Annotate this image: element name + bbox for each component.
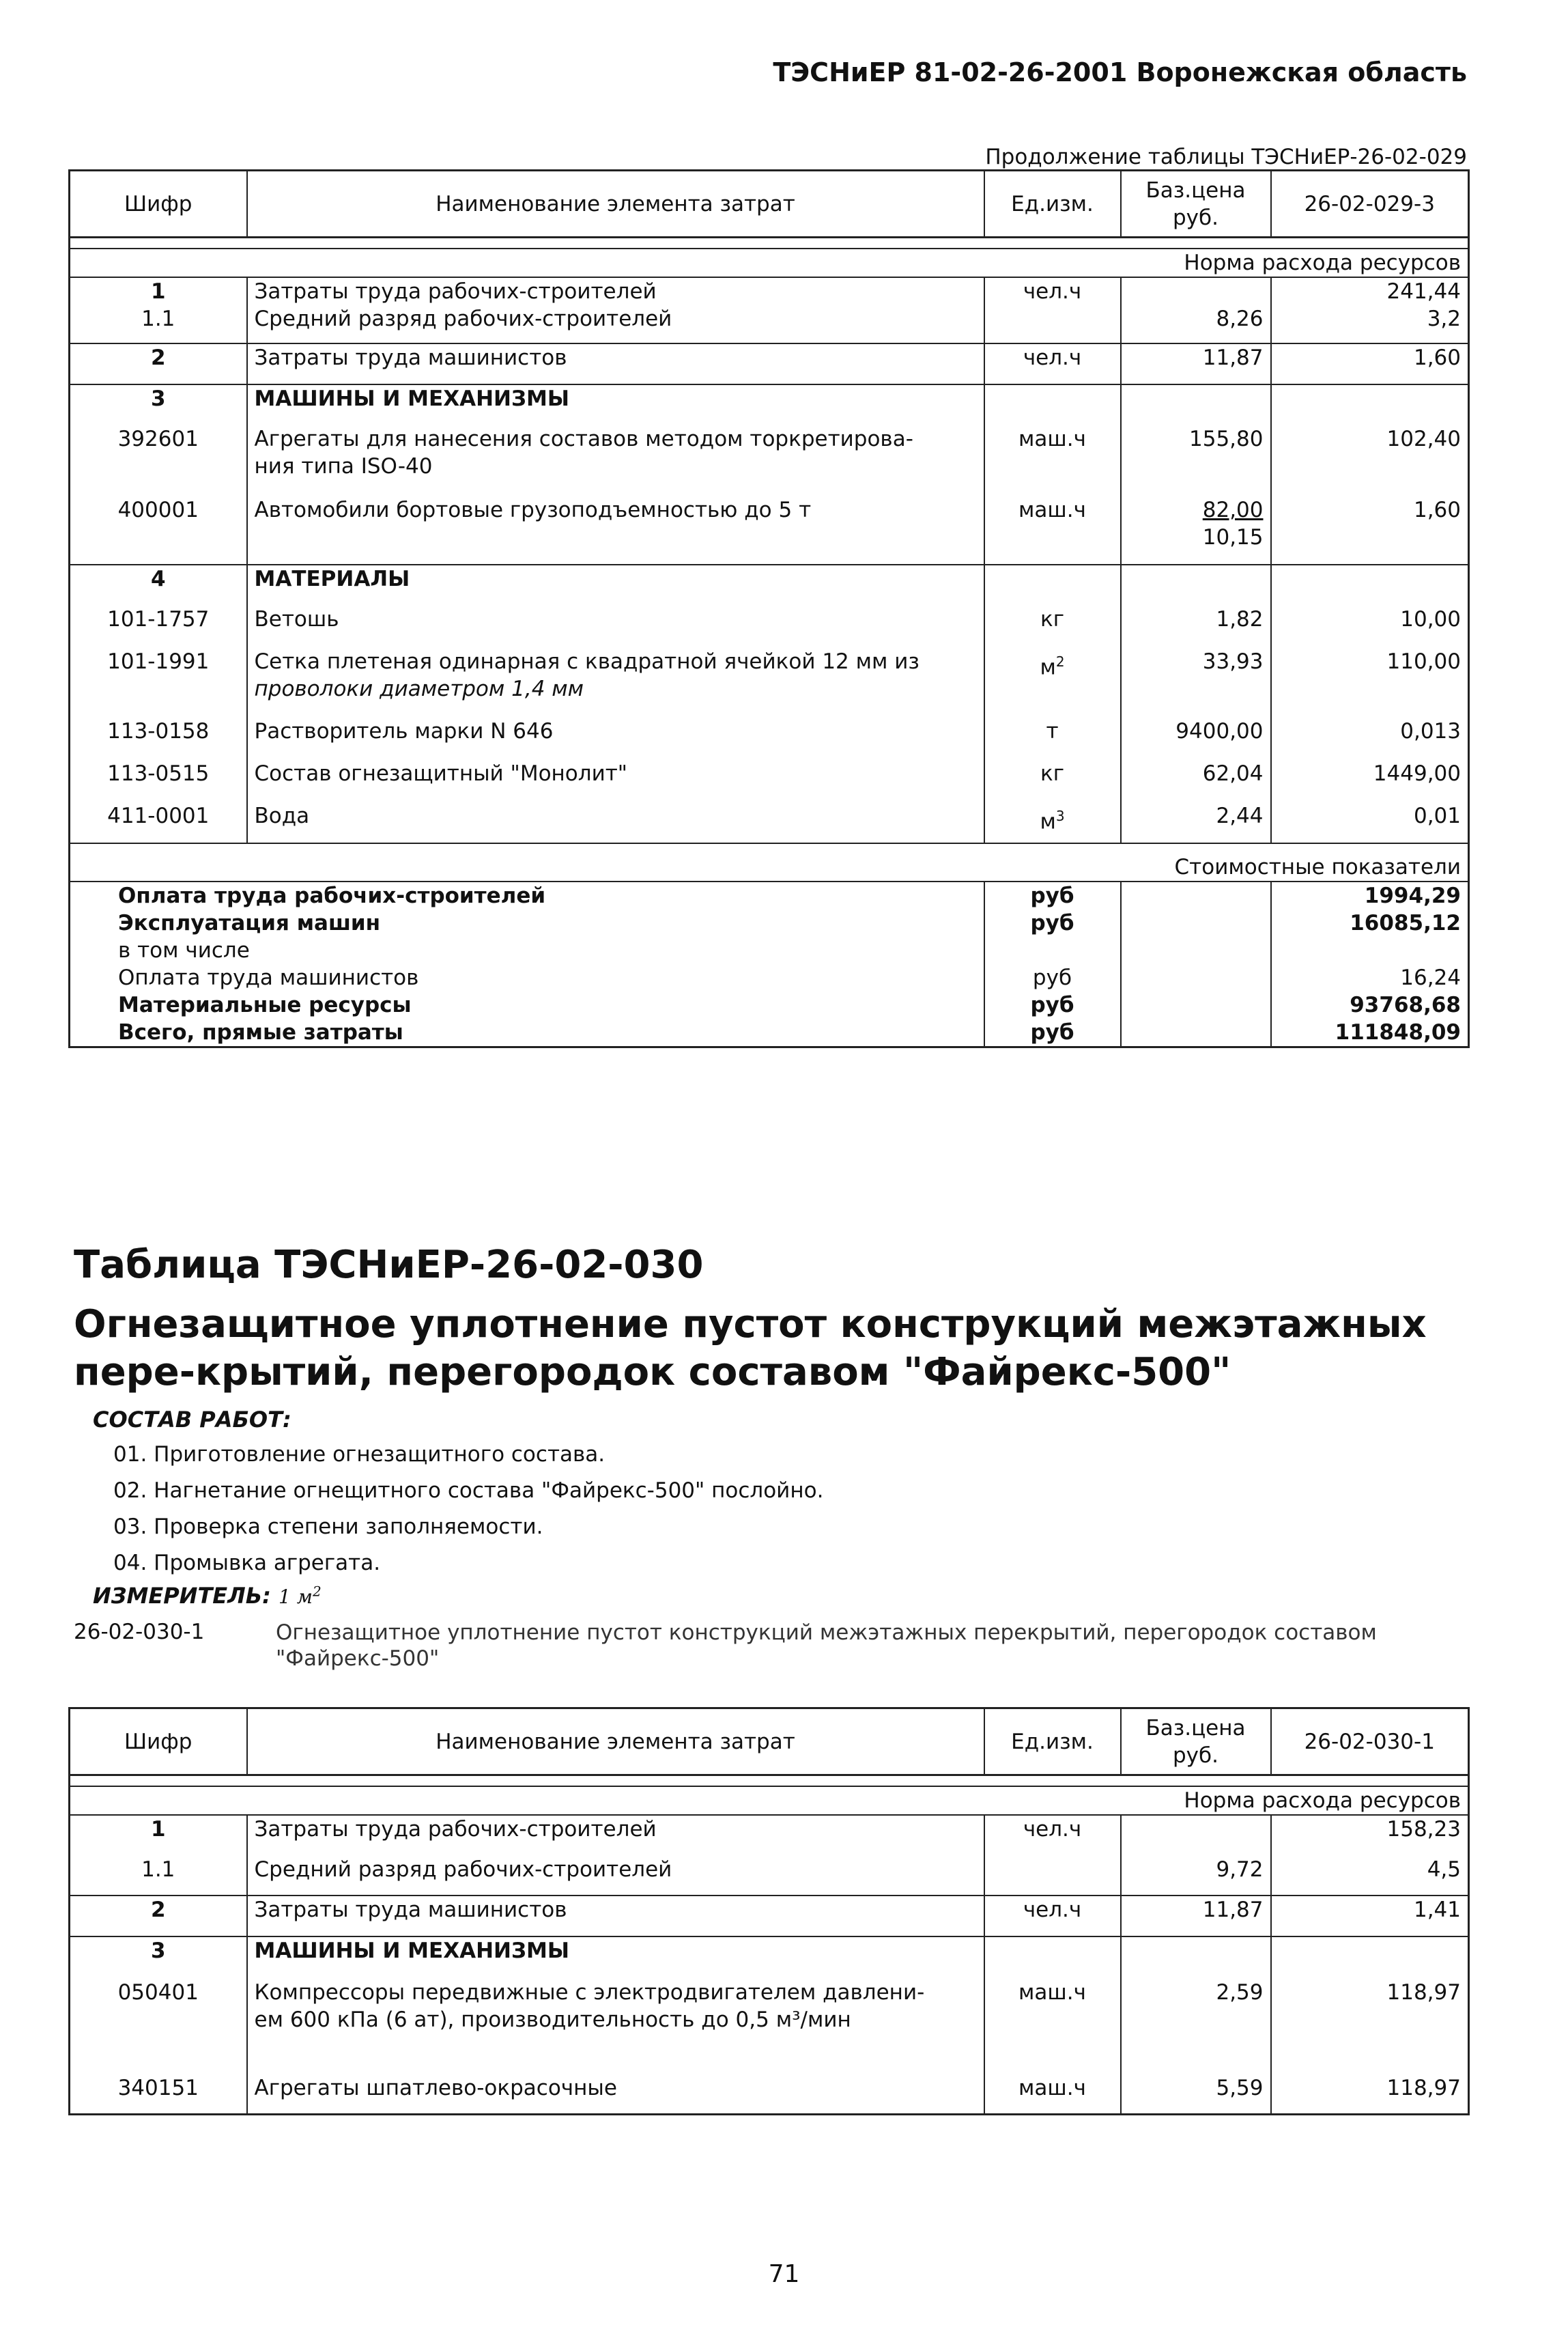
row-price: 8,26 — [1121, 305, 1271, 343]
table-row — [70, 606, 1469, 648]
col-header-code: Шифр — [70, 1708, 247, 1775]
row-price: 62,04 — [1121, 760, 1271, 802]
row-unit — [984, 1936, 1121, 1979]
row-name: МАТЕРИАЛЫ — [247, 565, 984, 606]
row-unit: т — [984, 718, 1121, 760]
row-unit — [984, 384, 1121, 425]
row-price: 2,44 — [1121, 802, 1271, 843]
row-norm: 4,5 — [1271, 1856, 1469, 1896]
row-unit: $м^2$ — [984, 648, 1121, 718]
row-code: 1.1 — [141, 307, 175, 331]
norm-section-row — [70, 1786, 1469, 1815]
row-name: Сетка плетеная одинарная с квадратной ячейкой 12 мм из проволоки диаметром 1,4 мм — [247, 648, 984, 718]
row-unit: чел.ч — [984, 1815, 1121, 1856]
row-price: 11,87 — [1121, 343, 1271, 384]
row-code: 113-0515 — [107, 761, 210, 786]
summary-unit — [984, 937, 1121, 964]
table-row — [70, 305, 1469, 343]
row-price: 11,87 — [1121, 1896, 1271, 1936]
row-price: 155,80 — [1121, 425, 1271, 496]
col-header-norm: 26-02-029-3 — [1271, 171, 1469, 238]
col-header-unit: Ед.изм. — [984, 1708, 1121, 1775]
row-code: 050401 — [117, 1980, 199, 2005]
summary-value: 111848,09 — [1271, 1019, 1469, 1047]
row-norm: 102,40 — [1271, 425, 1469, 496]
row-code: 4 — [70, 565, 247, 606]
table-row — [70, 2074, 1469, 2114]
row-price: 1,82 — [1121, 606, 1271, 648]
row-price: 9,72 — [1121, 1856, 1271, 1896]
summary-label: Эксплуатация машин — [118, 911, 381, 935]
row-norm — [1271, 1936, 1469, 1979]
table-row — [70, 1896, 1469, 1936]
row-norm: 110,00 — [1271, 648, 1469, 718]
summary-label: Оплата труда машинистов — [118, 966, 419, 990]
summary-label: Оплата труда рабочих-строителей — [70, 882, 984, 910]
summary-row — [70, 937, 1469, 964]
summary-value: 1994,29 — [1271, 882, 1469, 910]
row-code: 400001 — [117, 498, 199, 522]
summary-unit: руб — [984, 964, 1121, 991]
table-row — [70, 1936, 1469, 1979]
row-unit: кг — [984, 606, 1121, 648]
row-norm: 118,97 — [1271, 2074, 1469, 2114]
row-code: 3 — [70, 1936, 247, 1979]
summary-unit: руб — [984, 1019, 1121, 1047]
work-item: 01. Приготовление огнезащитного состава. — [113, 1442, 605, 1467]
row-norm: 0,01 — [1271, 802, 1469, 843]
resource-table-030 — [68, 1707, 1470, 2115]
row-norm — [1271, 384, 1469, 425]
running-header: ТЭСНиЕР 81-02-26-2001 Воронежская область — [773, 57, 1467, 87]
row-unit: $м^3$ — [984, 802, 1121, 843]
row-name: Растворитель марки N 646 — [247, 718, 984, 760]
table-row — [70, 425, 1469, 496]
measure-line — [93, 1583, 322, 1609]
norm-section-label: Норма расхода ресурсов — [70, 1786, 1469, 1815]
col-header-price: Баз.цена руб. — [1121, 1708, 1271, 1775]
row-name: Затраты труда машинистов — [247, 1896, 984, 1936]
row-name: Средний разряд рабочих-строителей — [247, 305, 984, 343]
table-row — [70, 648, 1469, 718]
row-norm: 118,97 — [1271, 1979, 1469, 2074]
position-description: Огнезащитное уплотнение пустот конструкций межэтажных перекрытий, перегородок составом "Файрекс-500" — [276, 1620, 1377, 1671]
row-name: Затраты труда машинистов — [247, 343, 984, 384]
row-name: Затраты труда рабочих-строителей — [247, 277, 984, 305]
col-header-unit: Ед.изм. — [984, 171, 1121, 238]
row-code: 113-0158 — [107, 719, 210, 744]
summary-label: в том числе — [118, 938, 250, 963]
table-row — [70, 496, 1469, 565]
row-name: Вода — [247, 802, 984, 843]
summary-row — [70, 964, 1469, 991]
table-row — [70, 802, 1469, 843]
row-code: 411-0001 — [107, 804, 210, 828]
measure-label: ИЗМЕРИТЕЛЬ: — [93, 1583, 271, 1609]
norm-section-row — [70, 249, 1469, 277]
row-code: 3 — [70, 384, 247, 425]
row-unit: чел.ч — [984, 1896, 1121, 1936]
table-header-row — [70, 1708, 1469, 1775]
row-norm — [1271, 565, 1469, 606]
page-number: 71 — [768, 2260, 800, 2288]
row-unit: маш.ч — [984, 425, 1121, 496]
summary-unit: руб — [984, 991, 1121, 1019]
row-name: Затраты труда рабочих-строителей — [247, 1815, 984, 1856]
summary-value: 93768,68 — [1271, 991, 1469, 1019]
row-norm: 241,44 — [1271, 277, 1469, 305]
summary-value — [1271, 937, 1469, 964]
row-unit: маш.ч — [984, 2074, 1121, 2114]
row-name: Средний разряд рабочих-строителей — [247, 1856, 984, 1896]
row-code: 392601 — [117, 427, 199, 451]
table-row — [70, 760, 1469, 802]
row-unit — [984, 1856, 1121, 1896]
cost-section-label: Стоимостные показатели — [1174, 855, 1461, 879]
row-norm: 1,60 — [1271, 343, 1469, 384]
summary-row — [70, 882, 1469, 910]
position-code: 26-02-030-1 — [74, 1620, 205, 1644]
summary-label: Всего, прямые затраты — [118, 1020, 403, 1045]
row-name: МАШИНЫ И МЕХАНИЗМЫ — [247, 1936, 984, 1979]
summary-row — [70, 991, 1469, 1019]
summary-unit: руб — [984, 882, 1121, 910]
row-norm: 3,2 — [1271, 305, 1469, 343]
row-code: 1 — [70, 1815, 247, 1856]
row-name: Состав огнезащитный "Монолит" — [247, 760, 984, 802]
row-price — [1121, 384, 1271, 425]
row-unit: чел.ч — [984, 343, 1121, 384]
measure-unit: 1 $м^2$ — [279, 1583, 322, 1608]
resource-table-029 — [68, 169, 1470, 1048]
col-header-code: Шифр — [70, 171, 247, 238]
row-price — [1121, 565, 1271, 606]
row-norm: 10,00 — [1271, 606, 1469, 648]
row-norm: 0,013 — [1271, 718, 1469, 760]
row-price: 82,00 10,15 — [1121, 496, 1271, 565]
row-unit: маш.ч — [984, 1979, 1121, 2074]
table-row — [70, 343, 1469, 384]
table-header-row — [70, 171, 1469, 238]
col-header-price: Баз.цена руб. — [1121, 171, 1271, 238]
summary-row — [70, 910, 1469, 937]
work-item: 02. Нагнетание огнещитного состава "Файрекс-500" послойно. — [113, 1478, 824, 1503]
row-unit — [984, 305, 1121, 343]
row-norm: 1,60 — [1271, 496, 1469, 565]
row-code: 1 — [70, 277, 247, 305]
table-title: Таблица ТЭСНиЕР-26-02-030 — [74, 1243, 704, 1287]
row-price — [1121, 1936, 1271, 1979]
summary-row — [70, 1019, 1469, 1047]
table-row — [70, 1815, 1469, 1856]
row-code: 340151 — [117, 2076, 199, 2100]
row-unit — [984, 565, 1121, 606]
summary-label: Материальные ресурсы — [118, 993, 412, 1017]
row-norm: 1,41 — [1271, 1896, 1469, 1936]
row-code: 101-1757 — [107, 607, 210, 632]
works-heading: СОСТАВ РАБОТ: — [93, 1407, 291, 1433]
row-name: МАШИНЫ И МЕХАНИЗМЫ — [247, 384, 984, 425]
row-name: Агрегаты для нанесения составов методом торкретирова- ния типа ISO-40 — [247, 425, 984, 496]
row-price: 9400,00 — [1121, 718, 1271, 760]
row-price: 5,59 — [1121, 2074, 1271, 2114]
table-row — [70, 384, 1469, 425]
row-name: Компрессоры передвижные с электродвигателем давлени- ем 600 кПа (6 ат), производительность до 0,5 м³/мин — [247, 1979, 984, 2074]
row-name: Автомобили бортовые грузоподъемностью до 5 т — [247, 496, 984, 565]
table-row — [70, 1979, 1469, 2074]
summary-value: 16,24 — [1271, 964, 1469, 991]
table-row — [70, 277, 1469, 305]
table-row — [70, 1856, 1469, 1896]
work-item: 04. Промывка агрегата. — [113, 1551, 381, 1575]
summary-unit: руб — [984, 910, 1121, 937]
row-price — [1121, 1815, 1271, 1856]
table-subtitle: Огнезащитное уплотнение пустот конструкций межэтажных пере-крытий, перегородок составом "Файрекс-500" — [74, 1302, 1427, 1394]
row-unit: чел.ч — [984, 277, 1121, 305]
row-code: 2 — [70, 343, 247, 384]
norm-section-label: Норма расхода ресурсов — [70, 249, 1469, 277]
table-row — [70, 718, 1469, 760]
row-name: Ветошь — [247, 606, 984, 648]
row-code: 1.1 — [141, 1857, 175, 1882]
work-item: 03. Проверка степени заполняемости. — [113, 1514, 543, 1539]
cost-section-row — [70, 854, 1469, 882]
row-code: 101-1991 — [107, 649, 210, 674]
row-name: Агрегаты шпатлево-окрасочные — [247, 2074, 984, 2114]
col-header-name: Наименование элемента затрат — [247, 171, 984, 238]
row-price — [1121, 277, 1271, 305]
table-continuation-caption: Продолжение таблицы ТЭСНиЕР-26-02-029 — [985, 145, 1467, 169]
row-norm: 158,23 — [1271, 1815, 1469, 1856]
row-price: 33,93 — [1121, 648, 1271, 718]
row-code: 2 — [70, 1896, 247, 1936]
row-norm: 1449,00 — [1271, 760, 1469, 802]
row-unit: кг — [984, 760, 1121, 802]
table-row — [70, 565, 1469, 606]
row-unit: маш.ч — [984, 496, 1121, 565]
col-header-norm: 26-02-030-1 — [1271, 1708, 1469, 1775]
col-header-name: Наименование элемента затрат — [247, 1708, 984, 1775]
summary-value: 16085,12 — [1271, 910, 1469, 937]
row-price: 2,59 — [1121, 1979, 1271, 2074]
